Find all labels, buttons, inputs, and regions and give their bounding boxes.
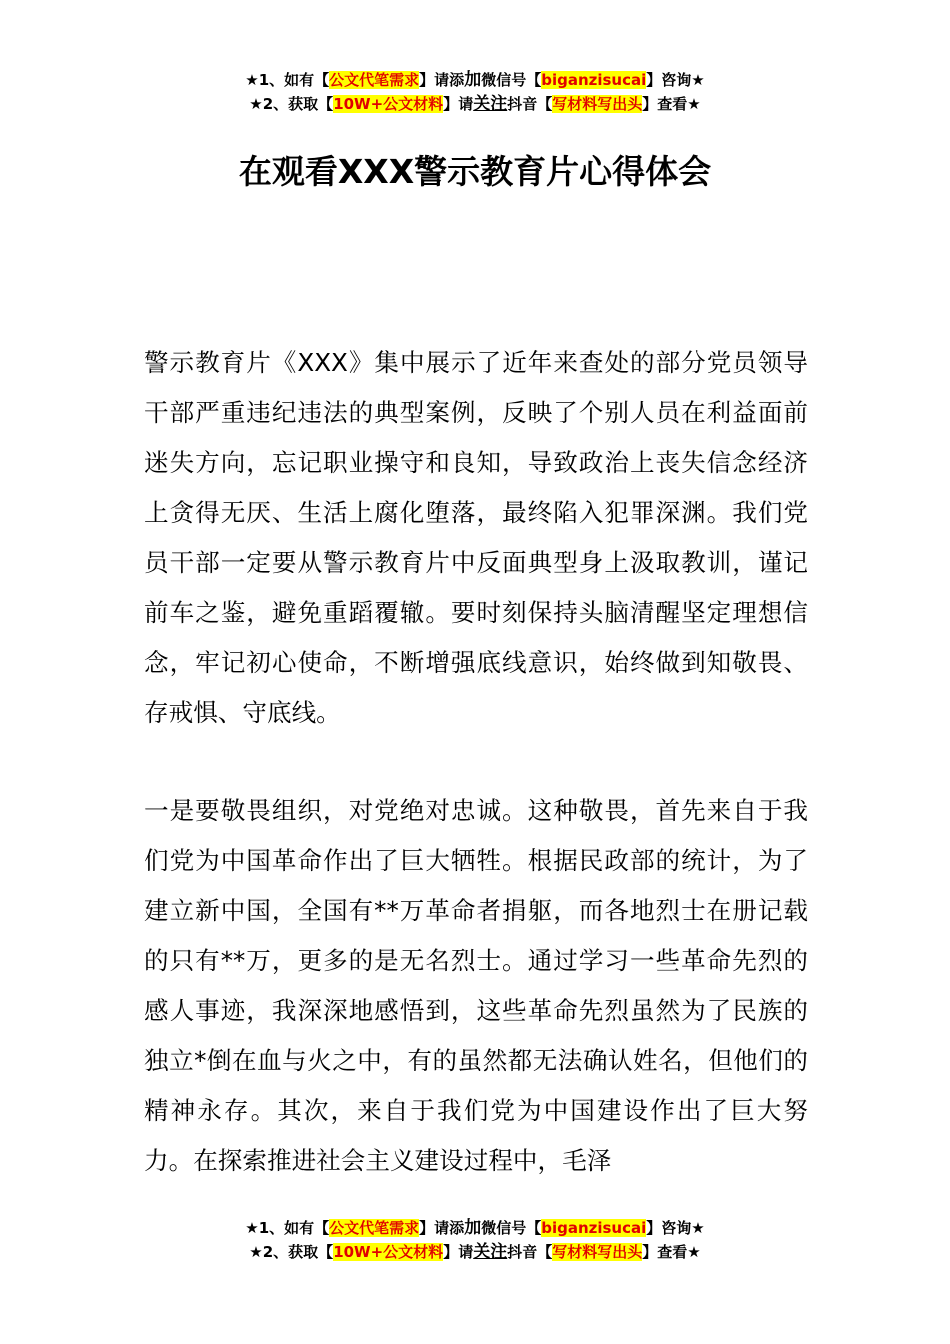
banner-text: 】查看★ bbox=[642, 95, 701, 113]
banner-text: 】请 bbox=[443, 95, 474, 113]
banner-line-1 bbox=[0, 68, 950, 92]
banner-highlight: 写材料写出头 bbox=[552, 95, 643, 113]
banner-line-2 bbox=[0, 92, 950, 116]
banner-text: ★1、如有【 bbox=[245, 1219, 330, 1237]
banner-text: 微信号【 bbox=[481, 1219, 542, 1237]
document-title: 在观看XXX警示教育片心得体会 bbox=[238, 152, 712, 191]
banner-text: 】请 bbox=[443, 1243, 474, 1261]
paragraph: 警示教育片《XXX》集中展示了近年来查处的部分党员领导干部严重违纪违法的典型案例，反映了个别人员在利益面前迷失方向，忘记职业操守和良知，导致政治上丧失信念经济上贪得无厌、生活上腐化堕落，最终陷入犯罪深渊。我们党员干部一定要从警示教育片中反面典型身上汲取教训，谨记前车之鉴，避免重蹈覆辙。要时刻保持头脑清醒坚定理想信念，牢记初心使命，不断增强底线意识，始终做到知敬畏、存戒惧、守底线。 bbox=[144, 348, 808, 727]
banner-highlight: biganzisucai bbox=[541, 1219, 647, 1237]
banner-text: 】请添 bbox=[419, 71, 465, 89]
banner-text: 加 bbox=[464, 70, 482, 90]
paragraph: 一是要敬畏组织，对党绝对忠诚。这种敬畏，首先来自于我们党为中国革命作出了巨大牺牲。根据民政部的统计，为了建立新中国，全国有**万革命者捐躯，而各地烈士在册记载的只有**万，更多的是无名烈士。通过学习一些革命先烈的感人事迹，我深深地感悟到，这些革命先烈虽然为了民族的独立*倒在血与火之中，有的虽然都无法确认姓名，但他们的精神永存。其次，来自于我们党为中国建设作出了巨大努力。在探索推进社会主义建设过程中，毛泽 bbox=[144, 796, 808, 1175]
banner-text: 关注 bbox=[473, 1242, 508, 1262]
banner-text: 抖音【 bbox=[507, 1243, 553, 1261]
banner-text: 微信号【 bbox=[481, 71, 542, 89]
banner-highlight: 公文代笔需求 bbox=[329, 1219, 420, 1237]
banner-highlight: 公文代笔需求 bbox=[329, 71, 420, 89]
banner-highlight: 写材料写出头 bbox=[552, 1243, 643, 1261]
banner-text: 加 bbox=[464, 1218, 482, 1238]
banner-text: 】咨询★ bbox=[646, 71, 705, 89]
banner-highlight: biganzisucai bbox=[541, 71, 647, 89]
banner-line-2 bbox=[0, 1240, 950, 1264]
banner-text: 】咨询★ bbox=[646, 1219, 705, 1237]
banner-line-1 bbox=[0, 1216, 950, 1240]
banner-highlight: 10W+公文材料 bbox=[333, 1243, 444, 1261]
banner-text: 】请添 bbox=[419, 1219, 465, 1237]
banner-text: ★2、获取【 bbox=[249, 95, 334, 113]
banner-text: 关注 bbox=[473, 94, 508, 114]
banner-text: 抖音【 bbox=[507, 95, 553, 113]
banner-highlight: 10W+公文材料 bbox=[333, 95, 444, 113]
banner-text: 】查看★ bbox=[642, 1243, 701, 1261]
banner-text: ★1、如有【 bbox=[245, 71, 330, 89]
header-banner bbox=[0, 68, 950, 116]
footer-banner bbox=[0, 1216, 950, 1264]
banner-text: ★2、获取【 bbox=[249, 1243, 334, 1261]
